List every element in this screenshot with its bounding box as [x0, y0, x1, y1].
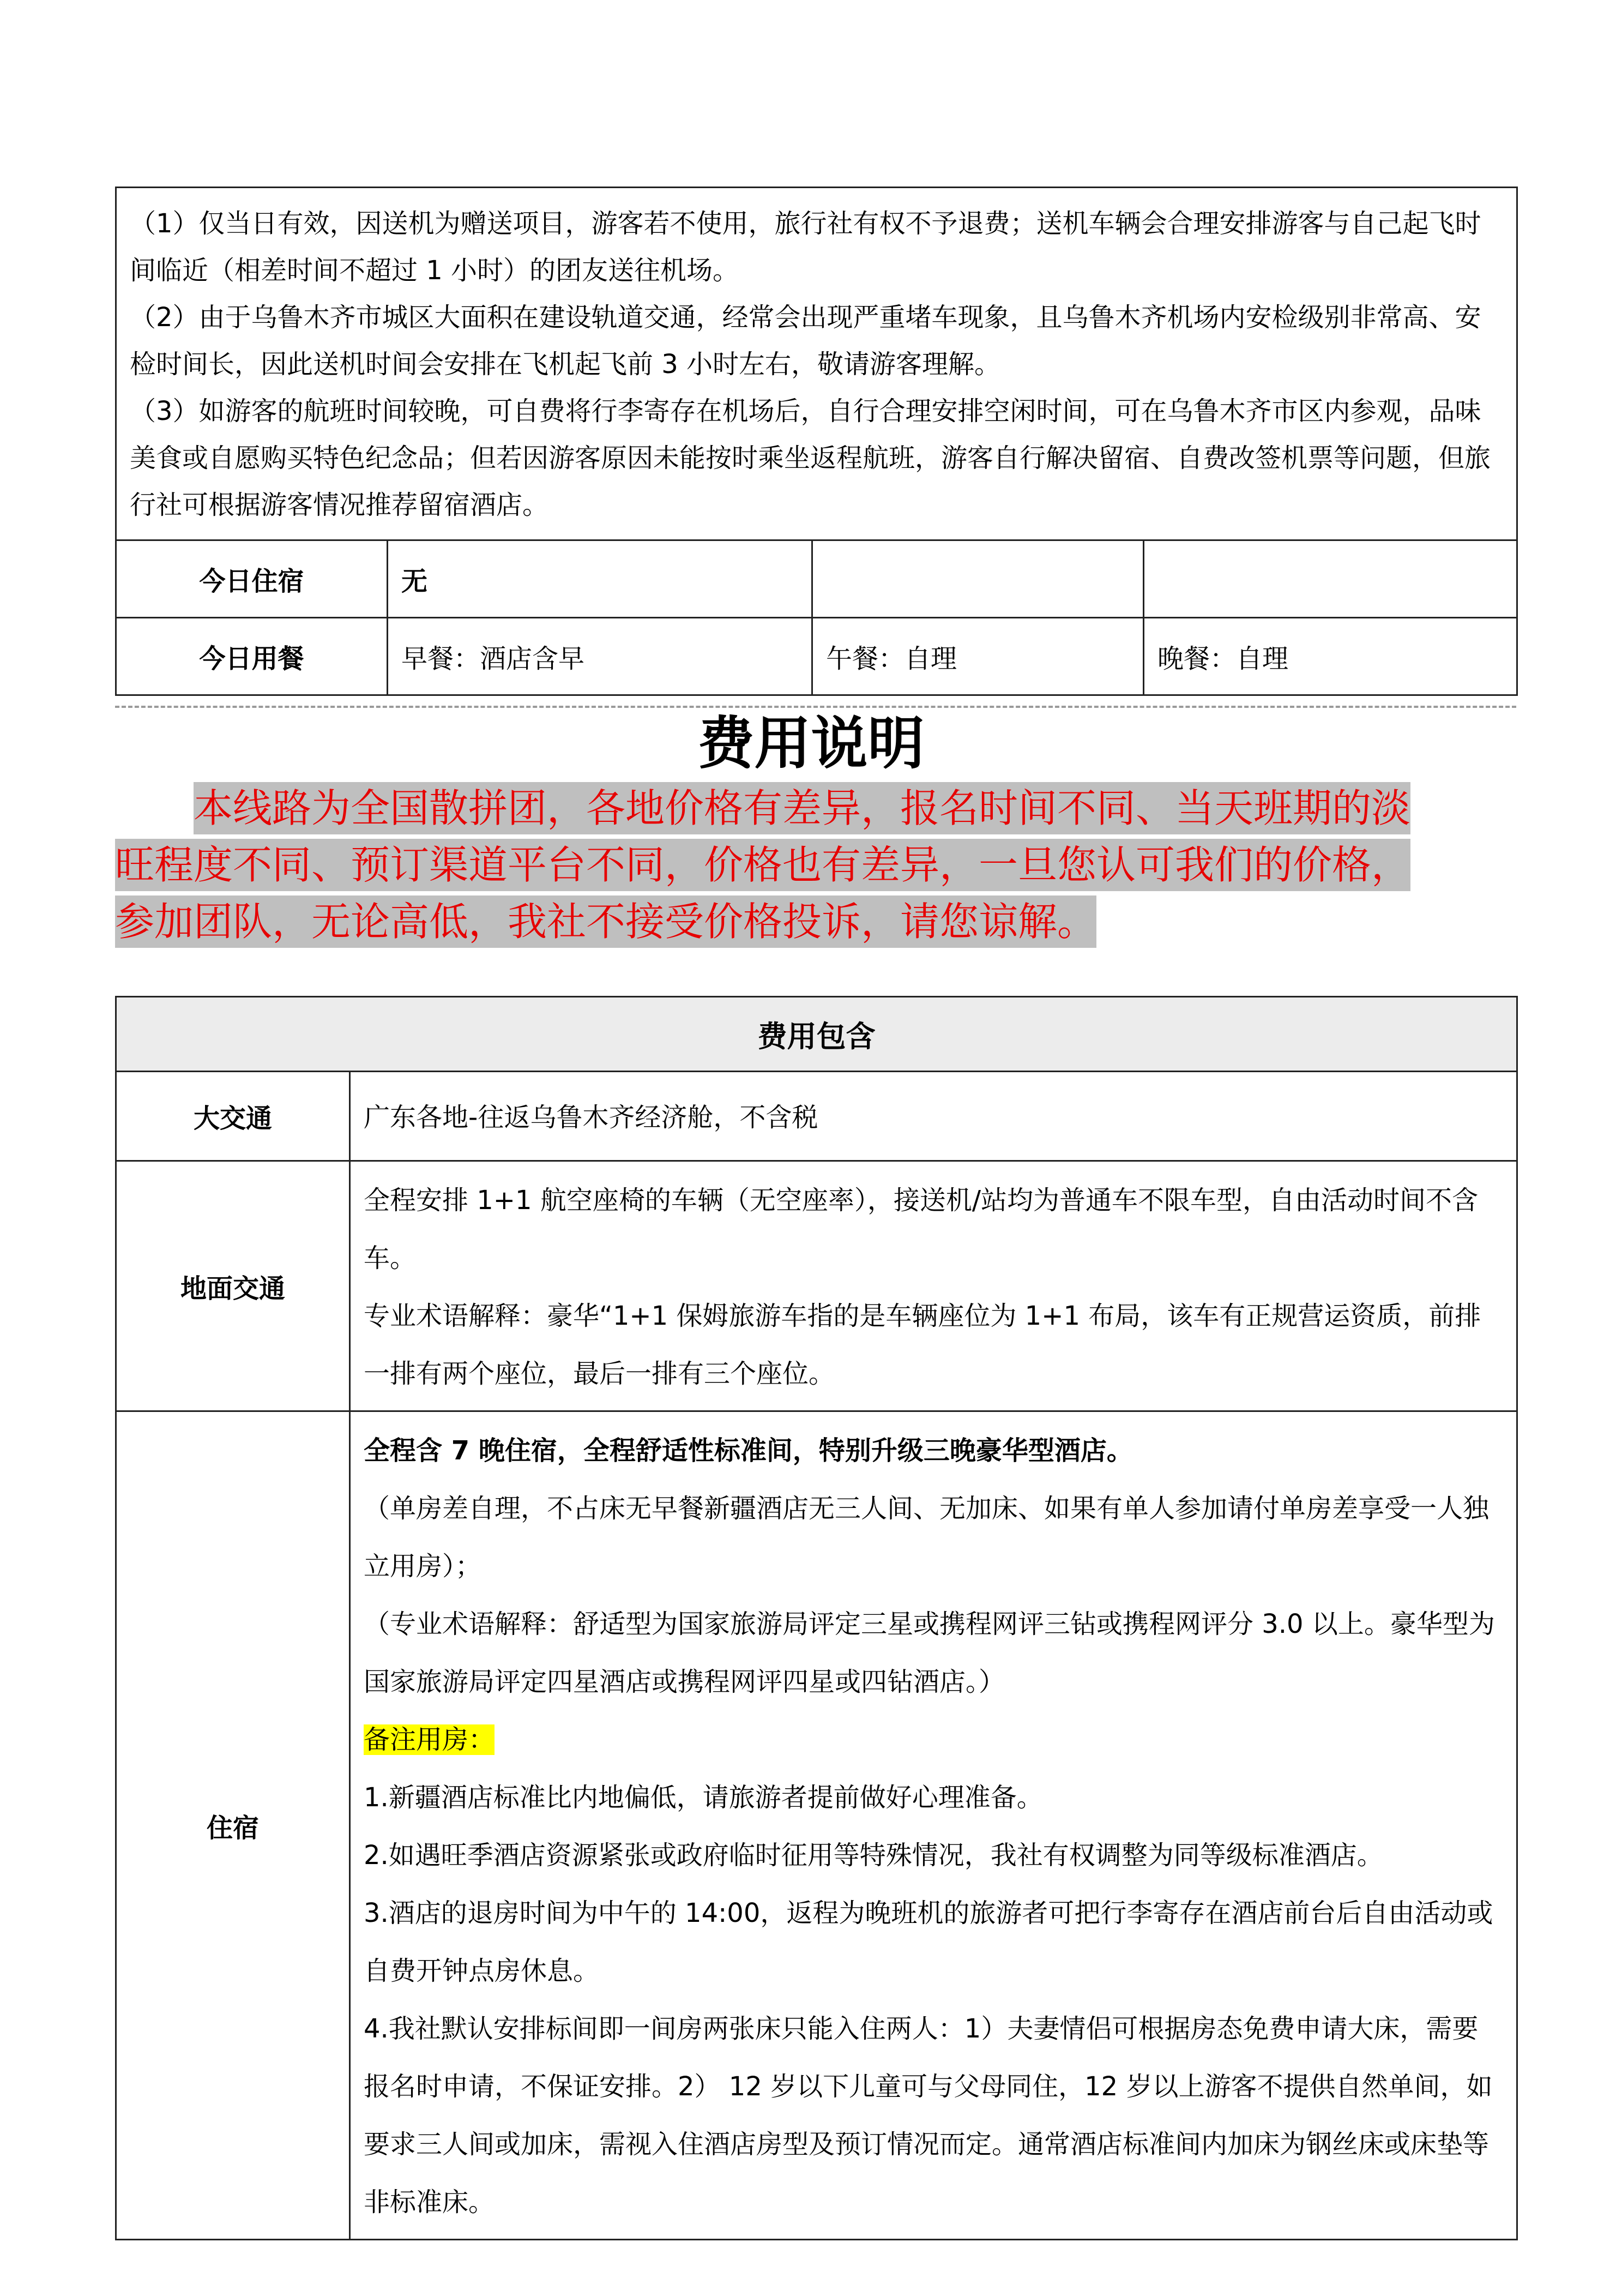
lodging-summary: 全程含 7 晚住宿，全程舒适性标准间，特别升级三晚豪华型酒店。 [364, 1435, 1133, 1466]
itinerary-day-table [115, 187, 1518, 696]
ground-transport-label: 地面交通 [116, 1161, 350, 1411]
section-title: 费用说明 [697, 710, 925, 777]
ground-transport-term: 专业术语解释：豪华“1+1 保姆旅游车指的是车辆座位为 1+1 布局，该车有正规营运资质，前排一排有两个座位，最后一排有三个座位。 [364, 1301, 1481, 1389]
hotel-term-note: （专业术语解释：舒适型为国家旅游局评定三星或携程网评三钻或携程网评分 3.0 以上。豪华型为国家旅游局评定四星酒店或携程网评四星或四钻酒店。） [364, 1609, 1495, 1697]
notice-line-3: 参加团队，无论高低，我社不接受价格投诉，请您谅解。 [115, 895, 1096, 948]
empty-cell [812, 540, 1144, 618]
room-remark-2: 2.如遇旺季酒店资源紧张或政府临时征用等特殊情况，我社有权调整为同等级标准酒店。 [364, 1840, 1383, 1871]
single-room-note: （单房差自理，不占床无早餐新疆酒店无三人间、无加床、如果有单人参加请付单房差享受一人独立用房）； [364, 1493, 1490, 1582]
lunch-value: 午餐：自理 [812, 618, 1144, 695]
lodging-fee-label: 住宿 [116, 1411, 350, 2240]
room-remarks-title: 备注用房： [364, 1724, 495, 1755]
dinner-value: 晚餐：自理 [1144, 618, 1517, 695]
breakfast-value: 早餐：酒店含早 [388, 618, 812, 695]
transfer-notes-cell [116, 188, 1517, 540]
room-remark-3: 3.酒店的退房时间为中午的 14:00，返程为晚班机的旅游者可把行李寄存在酒店前台后自由活动或自费开钟点房休息。 [364, 1898, 1493, 1986]
lodging-label: 今日住宿 [116, 540, 388, 618]
room-remark-1: 1.新疆酒店标准比内地偏低，请旅游者提前做好心理准备。 [364, 1782, 1043, 1813]
lodging-value: 无 [388, 540, 812, 618]
room-remark-4: 4.我社默认安排标间即一间房两张床只能入住两人：1）夫妻情侣可根据房态免费申请大床，需要报名时申请，不保证安排。2） 12 岁以下儿童可与父母同住，12 岁以上游客不提供自然单间，如要求三人间或加床，需视入住酒店房型及预订情况而定。通常酒店标准间内加床为钢丝床或床垫等非标准床。 [364, 2013, 1493, 2217]
empty-cell [1144, 540, 1517, 618]
notice-line-1: 本线路为全国散拼团，各地价格有差异，报名时间不同、当天班期的淡 [194, 782, 1410, 834]
transfer-note-3: （3）如游客的航班时间较晚，可自费将行李寄存在机场后，自行合理安排空闲时间，可在乌鲁木齐市区内参观，品味美食或自愿购买特色纪念品；但若因游客原因未能按时乘坐返程航班，游客自行解决留宿、自费改签机票等问题，但旅行社可根据游客情况推荐留宿酒店。 [130, 396, 1491, 520]
notice-line-2: 旺程度不同、预订渠道平台不同，价格也有差异，一旦您认可我们的价格， [115, 839, 1410, 891]
fee-include-table [115, 996, 1518, 2240]
transfer-note-2: （2）由于乌鲁木齐市城区大面积在建设轨道交通，经常会出现严重堵车现象，且乌鲁木齐机场内安检级别非常高、安检时间长，因此送机时间会安排在飞机起飞前 3 小时左右，敬请游客理解。 [130, 302, 1481, 380]
ground-transport-content [350, 1161, 1517, 1411]
price-notice [115, 780, 1516, 950]
transport-content: 广东各地-往返乌鲁木齐经济舱，不含税 [350, 1072, 1517, 1161]
transport-label: 大交通 [116, 1072, 350, 1161]
ground-transport-text: 全程安排 1+1 航空座椅的车辆（无空座率），接送机/站均为普通车不限车型，自由活动时间不含车。 [364, 1185, 1478, 1273]
lodging-fee-content [350, 1411, 1517, 2240]
fee-include-header: 费用包含 [116, 997, 1517, 1072]
transfer-note-1: （1）仅当日有效，因送机为赠送项目，游客若不使用，旅行社有权不予退费；送机车辆会合理安排游客与自己起飞时间临近（相差时间不超过 1 小时）的团友送往机场。 [130, 208, 1481, 286]
meals-label: 今日用餐 [116, 618, 388, 695]
